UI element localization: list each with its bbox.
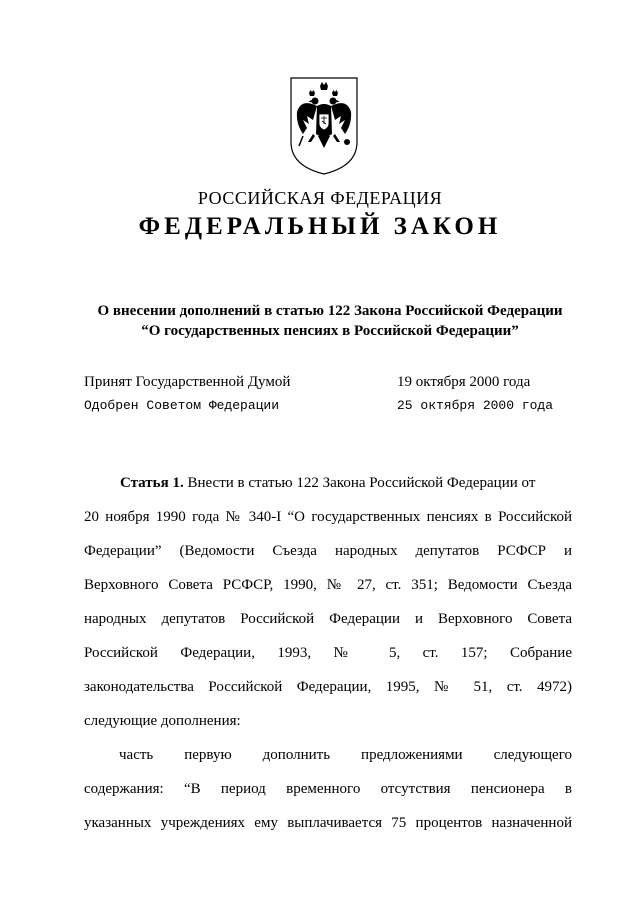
adoption-date: 19 октября 2000 года — [397, 374, 531, 390]
adoption-label: Одобрен Советом Федерации — [84, 398, 280, 413]
article-line-11: указанных учреждениях ему выплачивается 75 процентов назначенной — [84, 815, 572, 831]
article-body — [84, 466, 572, 840]
coat-of-arms-emblem — [289, 76, 359, 176]
article-line-7: законодательства Российской Федерации, 1995, № 51, ст. 4972) — [84, 679, 572, 695]
adoption-row-federation-council — [84, 394, 584, 418]
article-line-text: Внести в статью 122 Закона Российской Федерации от — [187, 475, 536, 491]
article-line-6: Российской Федерации, 1993, № 5, ст. 157; Собрание — [84, 645, 572, 661]
article-line-4: Верховного Совета РСФСР, 1990, № 27, ст. 351; Ведомости Съезда — [84, 577, 572, 593]
adoption-date: 25 октября 2000 года — [397, 398, 554, 413]
law-title — [0, 301, 640, 341]
adoption-row-duma — [84, 370, 584, 394]
country-heading: РОССИЙСКАЯ ФЕДЕРАЦИЯ — [197, 188, 443, 208]
law-title-line-2: “О государственных пенсиях в Российской Федерации” — [141, 323, 519, 339]
article-heading: Статья 1. — [120, 475, 184, 491]
adoption-label: Принят Государственной Думой — [84, 374, 291, 390]
article-line-5: народных депутатов Российской Федерации и Верховного Совета — [84, 611, 572, 627]
article-line-1 — [84, 466, 572, 500]
double-headed-eagle-icon — [289, 76, 359, 176]
article-line-8: следующие дополнения: — [84, 713, 241, 729]
law-title-line-1: О внесении дополнений в статью 122 Закона Российской Федерации — [97, 303, 563, 319]
article-line-9: часть первую дополнить предложениями следующего — [119, 747, 572, 763]
article-line-3: Федерации” (Ведомости Съезда народных депутатов РСФСР и — [84, 543, 572, 559]
adoption-block — [84, 370, 584, 418]
article-line-2: 20 ноября 1990 года № 340-I “О государственных пенсиях в Российской — [84, 509, 572, 525]
law-type-heading: ФЕДЕРАЛЬНЫЙ ЗАКОН — [138, 213, 502, 240]
article-line-10: содержания: “В период временного отсутствия пенсионера в — [84, 781, 572, 797]
